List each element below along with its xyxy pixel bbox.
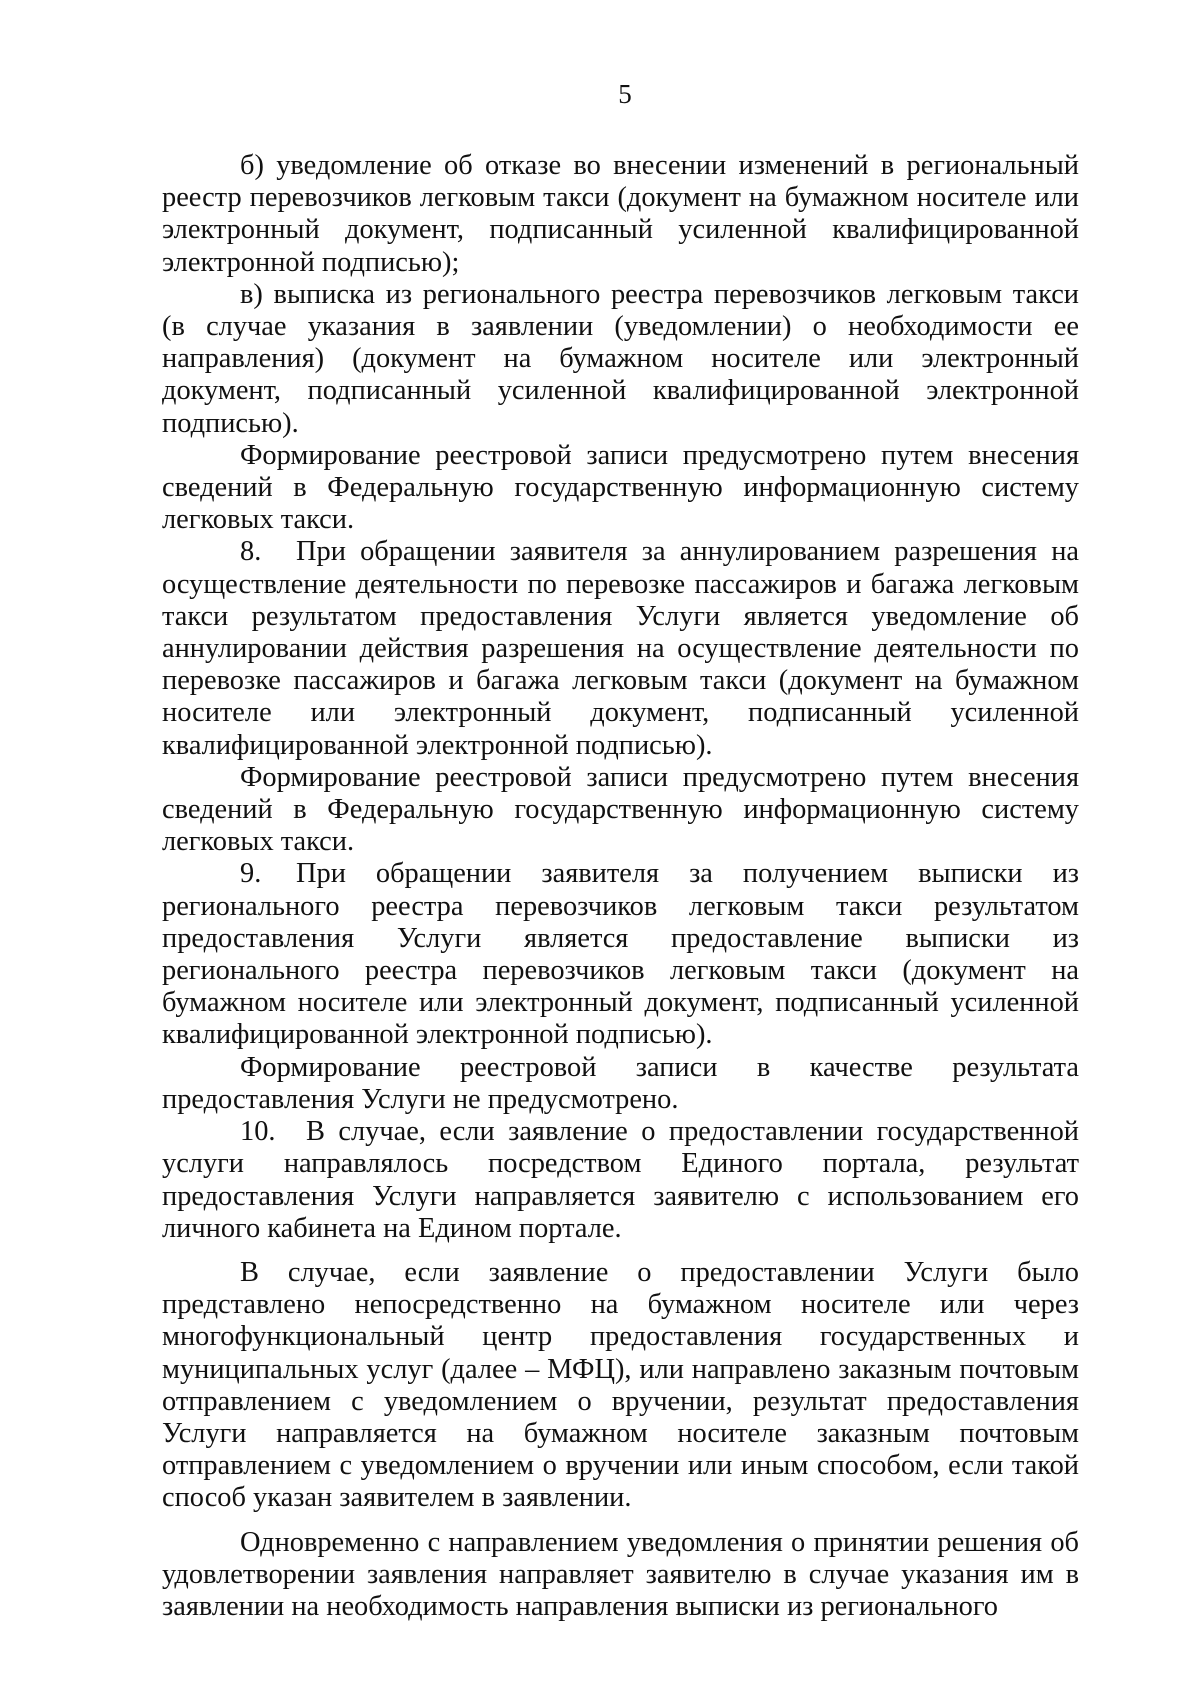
paragraph-9-text: При обращении заявителя за получением выписки из регионального реестра перевозчиков легковым такси результатом предоставления Услуги является предоставление выписки из регионального реестра перевозчиков легковым такси (документ на бумажном носителе или электронный документ, подписанный усиленной квалифицированной электронной подписью).	[162, 858, 1079, 1051]
paragraph-simultaneous: Одновременно с направлением уведомления о принятии решения об удовлетворении заявления направляет заявителю в случае указания им в заявлении на необходимость направления выписки из регионального	[162, 1526, 1079, 1622]
paragraph-mfc: В случае, если заявление о предоставлении Услуги было представлено непосредственно на бумажном носителе или через многофункциональный центр предоставления государственных и муниципальных услуг (далее – МФЦ), или направлено заказным почтовым отправлением с уведомлением о вручении, результат предоставления Услуги направляется на бумажном носителе заказным почтовым отправлением с уведомлением о вручении или иным способом, если такой способ указан заявителем в заявлении.	[162, 1256, 1079, 1514]
paragraph-8	[162, 536, 1079, 761]
page-number: 5	[618, 79, 632, 109]
paragraph-registry-3: Формирование реестровой записи в качестве результата предоставления Услуги не предусмотрено.	[162, 1051, 1079, 1115]
paragraph-9	[162, 858, 1079, 1051]
paragraph-registry-2: Формирование реестровой записи предусмотрено путем внесения сведений в Федеральную государственную информационную систему легковых такси.	[162, 761, 1079, 858]
paragraph-10-text: В случае, если заявление о предоставлении государственной услуги направлялось посредством Единого портала, результат предоставления Услуги направляется заявителю с использованием его личного кабинета на Едином портале.	[162, 1116, 1079, 1244]
paragraph-10-number: 10.	[240, 1116, 276, 1148]
paragraph-registry-1: Формирование реестровой записи предусмотрено путем внесения сведений в Федеральную государственную информационную систему легковых такси.	[162, 439, 1079, 536]
paragraph-8-number: 8.	[240, 536, 262, 568]
paragraph-9-number: 9.	[240, 858, 262, 890]
paragraph-b: б) уведомление об отказе во внесении изменений в региональный реестр перевозчиков легковым такси (документ на бумажном носителе или электронный документ, подписанный усиленной квалифицированной электронной подписью);	[162, 150, 1079, 278]
paragraph-8-text: При обращении заявителя за аннулированием разрешения на осуществление деятельности по перевозке пассажиров и багажа легковым такси результатом предоставления Услуги является уведомление об аннулировании действия разрешения на осуществление деятельности по перевозке пассажиров и багажа легковым такси (документ на бумажном носителе или электронный документ, подписанный усиленной квалифицированной электронной подписью).	[162, 536, 1079, 761]
paragraph-10	[162, 1116, 1079, 1245]
document-body	[162, 150, 1079, 1623]
paragraph-v: в) выписка из регионального реестра перевозчиков легковым такси (в случае указания в заявлении (уведомлении) о необходимости ее направления) (документ на бумажном носителе или электронный документ, подписанный усиленной квалифицированной электронной подписью).	[162, 278, 1079, 439]
